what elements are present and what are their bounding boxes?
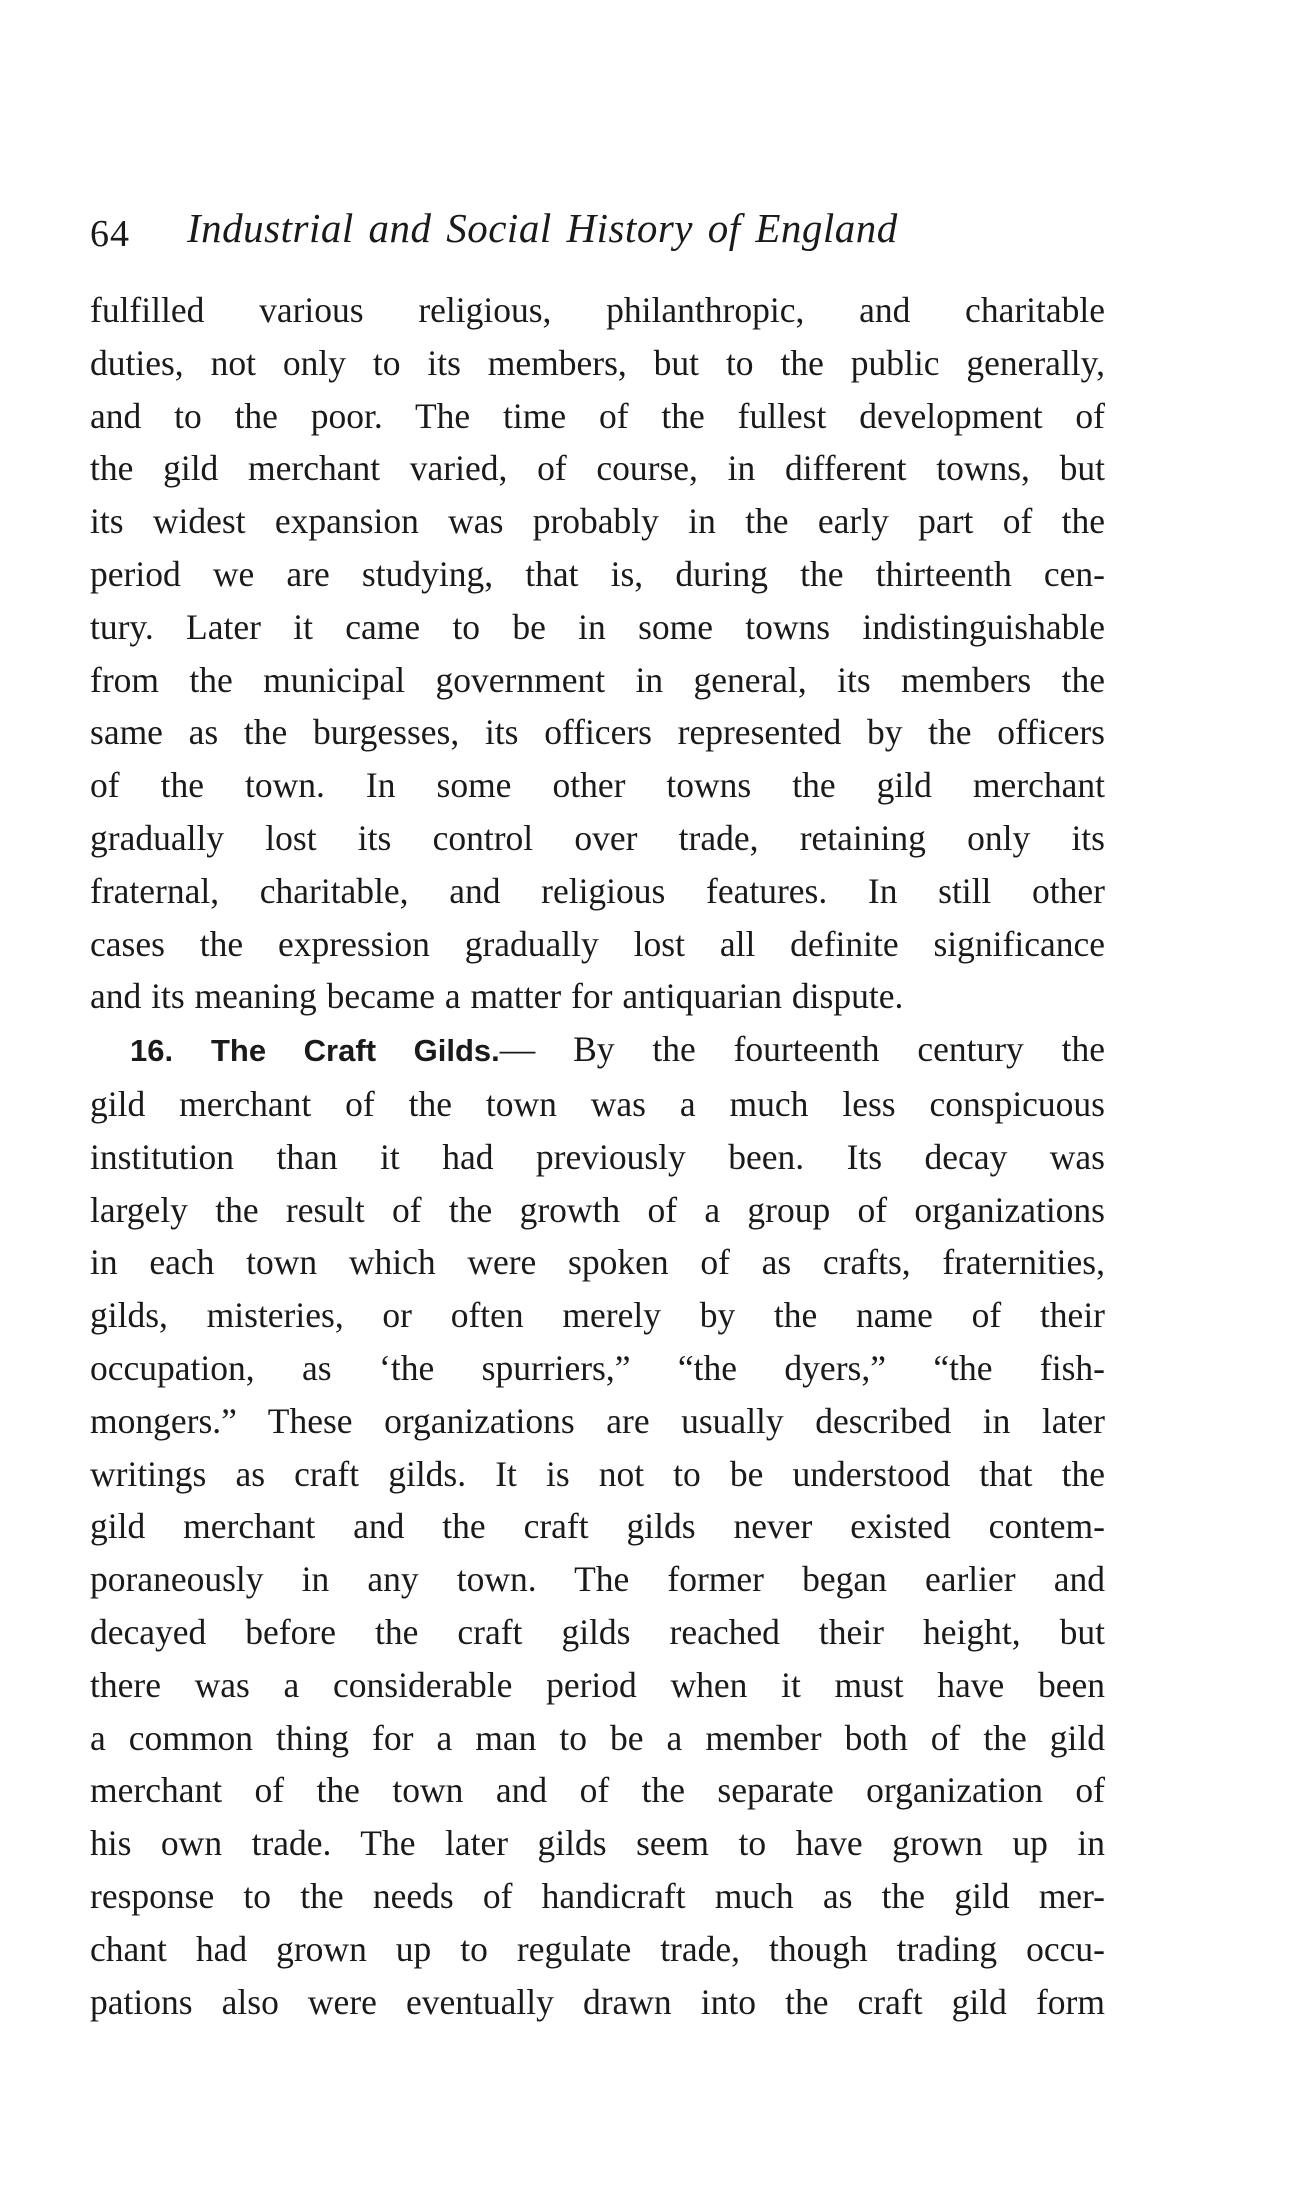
- text-line: the gild merchant varied, of course, in different towns, but: [90, 448, 1105, 489]
- text-line: a common thing for a man to be a member both of the gild: [90, 1717, 1105, 1758]
- text-line: gilds, misteries, or often merely by the name of their: [90, 1295, 1105, 1336]
- text-line: occupation, as ‘the spurriers,” “the dyers,” “the fish-: [90, 1347, 1105, 1388]
- text-line: its widest expansion was probably in the early part of the: [90, 501, 1105, 542]
- text-line: poraneously in any town. The former began earlier and: [90, 1559, 1105, 1600]
- book-page: [90, 200, 1105, 2028]
- text-line: of the town. In some other towns the gild merchant: [90, 765, 1105, 806]
- section-first-line: [90, 1023, 1105, 1078]
- text-line: tury. Later it came to be in some towns indistinguishable: [90, 606, 1105, 647]
- text-line: institution than it had previously been. Its decay was: [90, 1136, 1105, 1177]
- text-line: gild merchant and the craft gilds never existed contem-: [90, 1506, 1105, 1547]
- text-line: from the municipal government in general, its members the: [90, 659, 1105, 700]
- text-line: gild merchant of the town was a much less conspicuous: [90, 1083, 1105, 1124]
- section-first-line-text: — By the fourteenth century the: [499, 1029, 1106, 1070]
- text-line: decayed before the craft gilds reached their height, but: [90, 1611, 1105, 1652]
- section-number: 16.: [130, 1033, 174, 1069]
- text-line: and its meaning became a matter for antiquarian dispute.: [90, 976, 904, 1017]
- paragraph-gild-merchant: [90, 284, 1105, 1023]
- text-line: cases the expression gradually lost all definite significance: [90, 923, 1105, 964]
- running-title: Industrial and Social History of England: [187, 205, 898, 251]
- text-line: fraternal, charitable, and religious features. In still other: [90, 870, 1105, 911]
- text-line: merchant of the town and of the separate organization of: [90, 1770, 1105, 1811]
- text-line: there was a considerable period when it must have been: [90, 1664, 1105, 1705]
- text-line: fulfilled various religious, philanthropic, and charitable: [90, 290, 1105, 330]
- text-line: response to the needs of handicraft much as the gild mer-: [90, 1875, 1105, 1916]
- text-line: largely the result of the growth of a group of organizations: [90, 1189, 1105, 1230]
- text-line: in each town which were spoken of as crafts, fraternities,: [90, 1242, 1105, 1283]
- running-head: [90, 200, 1105, 260]
- text-line: gradually lost its control over trade, retaining only its: [90, 817, 1105, 858]
- section-16-craft-gilds: [90, 1023, 1105, 2028]
- text-line: chant had grown up to regulate trade, though trading occu-: [90, 1928, 1105, 1969]
- text-line: mongers.” These organizations are usually described in later: [90, 1400, 1105, 1441]
- page-number: 64: [90, 213, 130, 255]
- text-line: pations also were eventually drawn into the craft gild form: [90, 1981, 1105, 2022]
- text-line: and to the poor. The time of the fullest development of: [90, 395, 1105, 436]
- text-line: same as the burgesses, its officers represented by the officers: [90, 712, 1105, 753]
- text-line: period we are studying, that is, during the thirteenth cen-: [90, 553, 1105, 594]
- section-heading: The Craft Gilds.: [210, 1033, 500, 1069]
- text-line: writings as craft gilds. It is not to be understood that the: [90, 1453, 1105, 1494]
- text-line: duties, not only to its members, but to the public generally,: [90, 342, 1105, 383]
- text-line: his own trade. The later gilds seem to have grown up in: [90, 1823, 1105, 1864]
